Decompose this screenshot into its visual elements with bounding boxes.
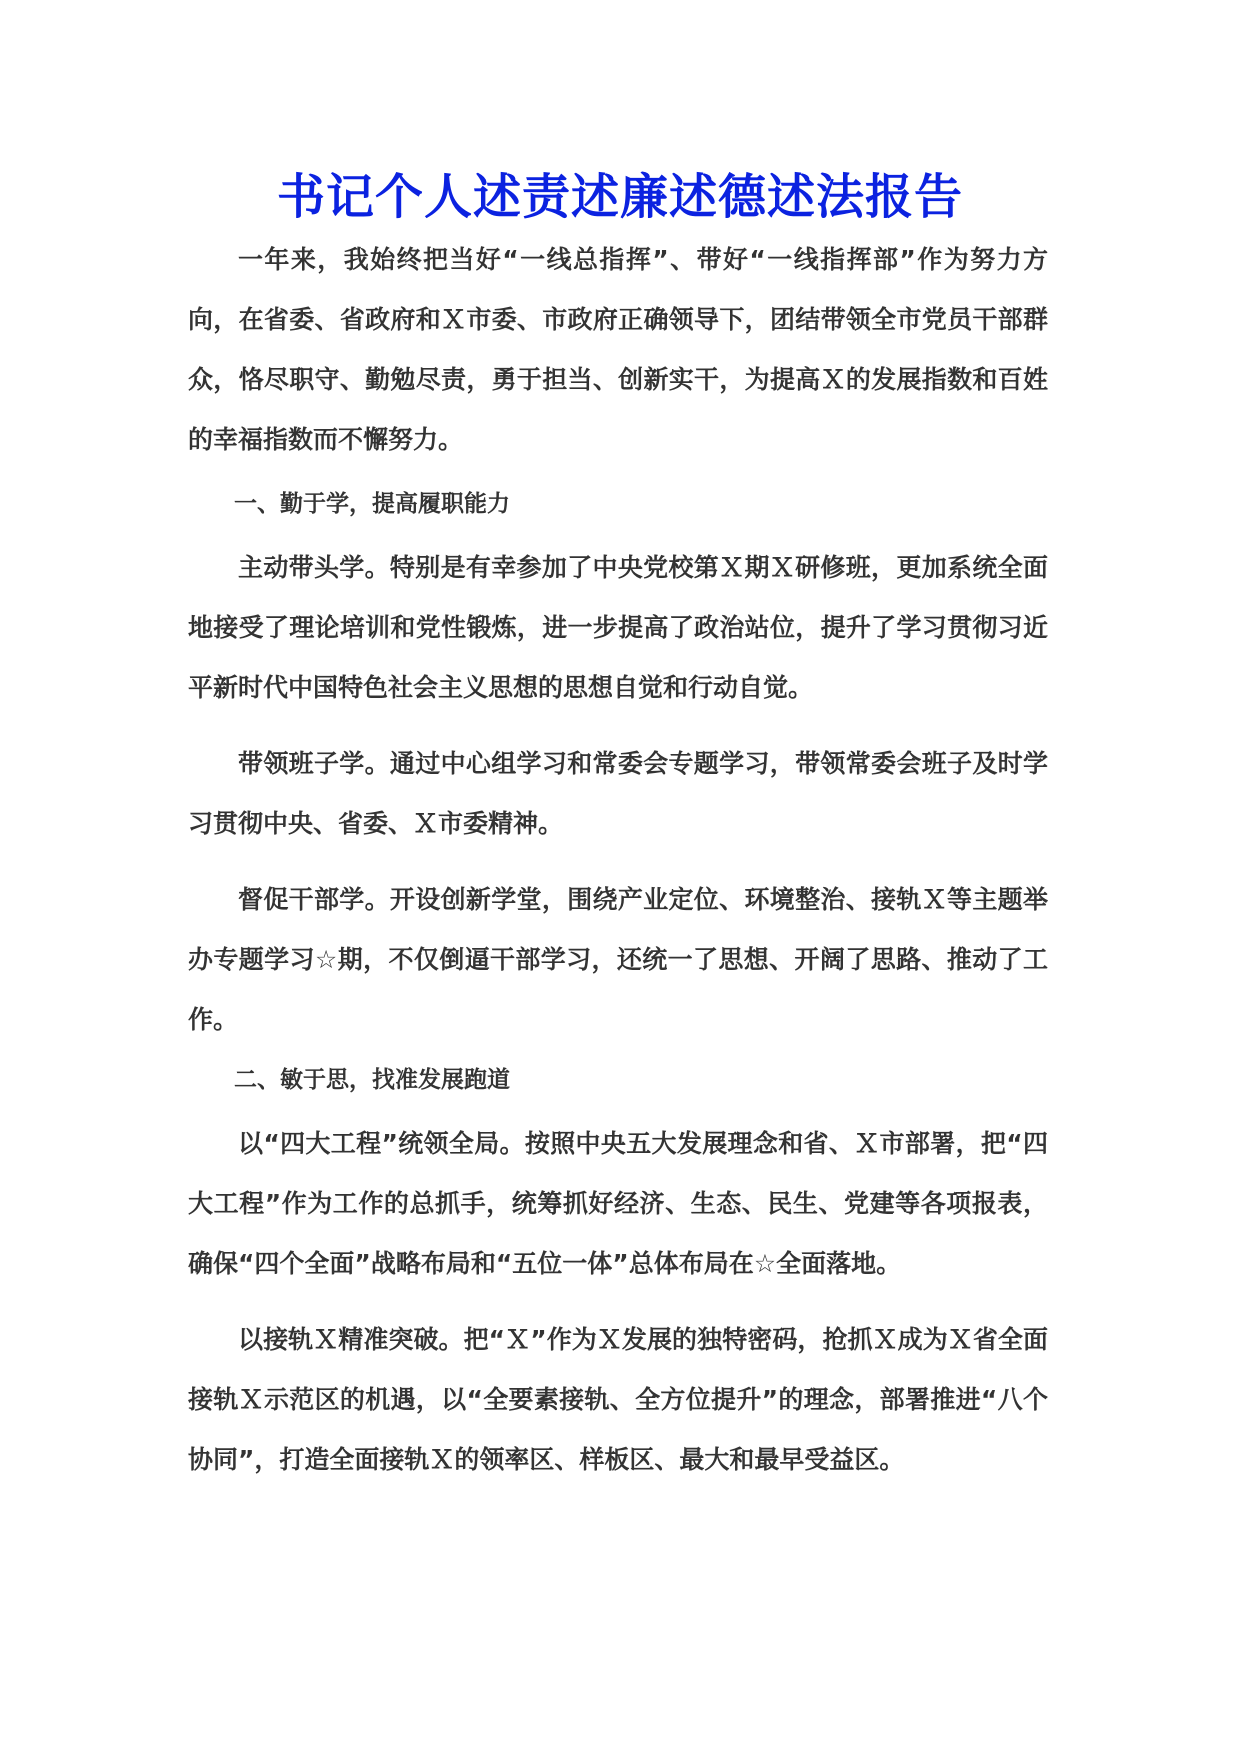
- body-paragraph: 以“四大工程”统领全局。按照中央五大发展理念和省、Ｘ市部署，把“四大工程”作为工作的总抓手，统筹抓好经济、生态、民生、党建等各项报表，确保“四个全面”战略布局和“五位一体”总体布局在☆全面落地。: [188, 1129, 1048, 1278]
- body-paragraph: 督促干部学。开设创新学堂，围绕产业定位、环境整治、接轨Ｘ等主题举办专题学习☆期，不仅倒逼干部学习，还统一了思想、开阔了思路、推动了工作。: [188, 885, 1048, 1034]
- document-body: [188, 230, 1048, 1490]
- page-title: 书记个人述责述廉述德述法报告: [276, 169, 963, 225]
- body-paragraph: 主动带头学。特别是有幸参加了中央党校第Ｘ期Ｘ研修班，更加系统全面地接受了理论培训和党性锻炼，进一步提高了政治站位，提升了学习贯彻习近平新时代中国特色社会主义思想的思想自觉和行动自觉。: [188, 553, 1048, 702]
- section-heading: 一、勤于学，提高履职能力: [234, 491, 510, 517]
- intro-paragraph: 一年来，我始终把当好“一线总指挥”、带好“一线指挥部”作为努力方向，在省委、省政府和Ｘ市委、市政府正确领导下，团结带领全市党员干部群众，恪尽职守、勤勉尽责，勇于担当、创新实干，为提高Ｘ的发展指数和百姓的幸福指数而不懈努力。: [188, 245, 1048, 454]
- section-heading: 二、敏于思，找准发展跑道: [234, 1067, 510, 1093]
- body-paragraph: 以接轨Ｘ精准突破。把“Ｘ”作为Ｘ发展的独特密码，抢抓Ｘ成为Ｘ省全面接轨Ｘ示范区的机遇，以“全要素接轨、全方位提升”的理念，部署推进“八个协同”，打造全面接轨Ｘ的领率区、样板区、最大和最早受益区。: [188, 1325, 1048, 1474]
- body-paragraph: 带领班子学。通过中心组学习和常委会专题学习，带领常委会班子及时学习贯彻中央、省委、Ｘ市委精神。: [188, 749, 1048, 838]
